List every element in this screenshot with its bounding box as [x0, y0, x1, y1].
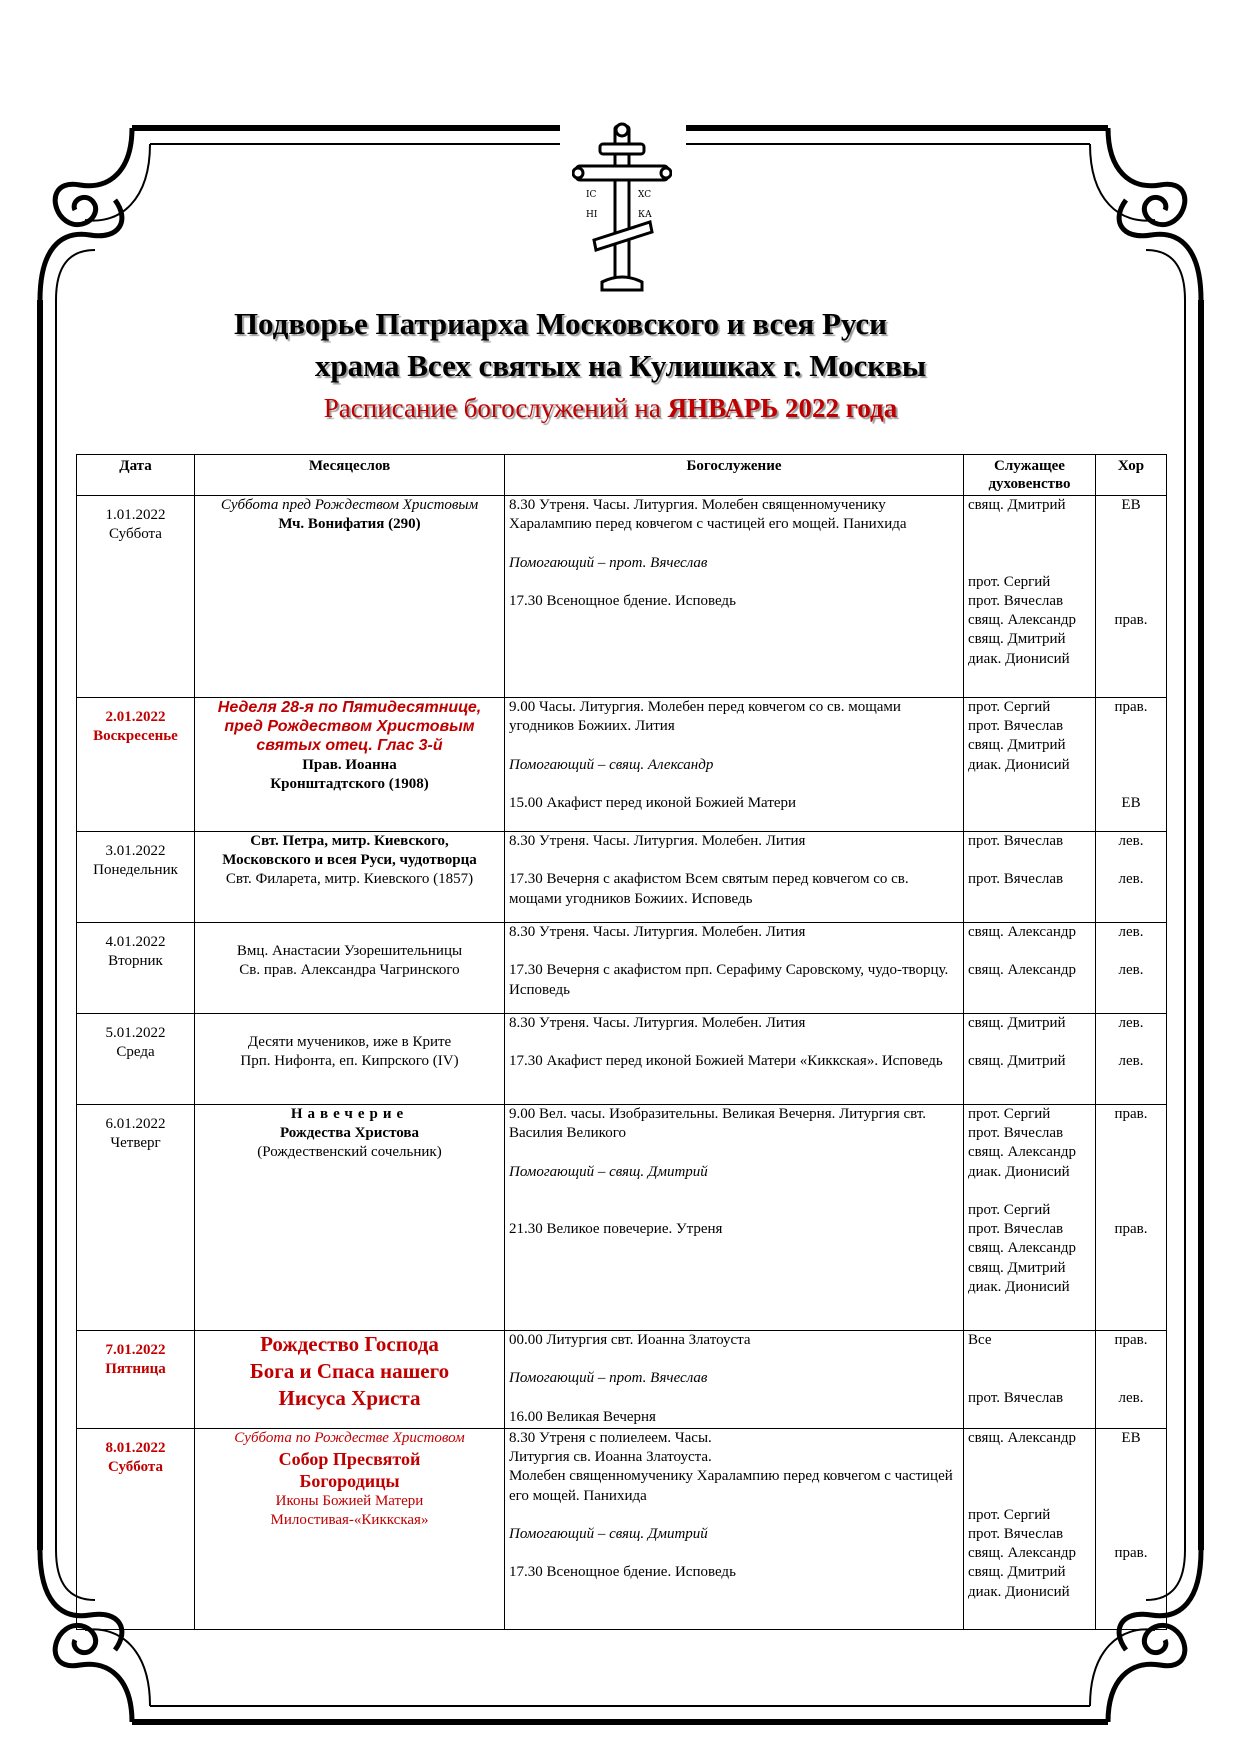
service-cell — [505, 832, 964, 923]
calendar-line — [199, 1014, 500, 1033]
clergy-cell — [964, 698, 1096, 832]
calendar-line: Иисуса Христа — [278, 1386, 421, 1410]
weekday-value: Суббота — [108, 1459, 163, 1476]
calendar-line: Собор Пресвятой — [278, 1449, 421, 1470]
choir-value — [1100, 1033, 1162, 1052]
schedule-title-prefix: Расписание богослужений на — [323, 393, 668, 423]
service-cell — [505, 698, 964, 832]
calendar-line: Навечерие — [290, 1106, 409, 1122]
clergy-name: диак. Дионисий — [968, 1163, 1070, 1180]
service-line: 17.30 Вечерня с акафистом прп. Серафиму Саровскому, чудо-творцу. Исповедь — [509, 962, 949, 998]
date-cell — [77, 1331, 195, 1429]
table-row — [77, 496, 1167, 698]
clergy-name: диак. Дионисий — [968, 650, 1070, 667]
choir-value: ЕВ — [1121, 794, 1141, 811]
clergy-name — [968, 1182, 1091, 1201]
choir-value — [1100, 1350, 1162, 1369]
service-line — [509, 573, 959, 592]
table-row — [77, 832, 1167, 923]
clergy-name: прот. Вячеслав — [968, 1221, 1064, 1238]
service-line — [509, 1143, 959, 1162]
calendar-line: Кронштадтского (1908) — [270, 775, 429, 792]
choir-value: прав. — [1114, 1332, 1148, 1348]
calendar-line: Рождества Христова — [280, 1125, 419, 1142]
clergy-cell — [964, 832, 1096, 923]
clergy-name: прот. Вячеслав — [968, 1389, 1064, 1406]
clergy-name: прот. Вячеслав — [968, 592, 1064, 609]
service-line: 8.30 Утреня. Часы. Литургия. Молебен. Лития — [509, 924, 806, 940]
service-cell — [505, 1014, 964, 1105]
choir-value: прав. — [1114, 1221, 1148, 1238]
clergy-name: свящ. Дмитрий — [968, 737, 1066, 754]
weekday-value: Вторник — [108, 953, 163, 970]
table-row — [77, 923, 1167, 1014]
clergy-name: прот. Сергий — [968, 1202, 1051, 1218]
choir-value: ЕВ — [1121, 1430, 1141, 1446]
clergy-name: свящ. Александр — [968, 924, 1077, 940]
choir-value: прав. — [1114, 699, 1148, 715]
calendar-line: Свт. Петра, митр. Киевского, — [250, 833, 449, 849]
choir-cell — [1096, 1105, 1167, 1331]
calendar-line: Суббота по Рождестве Христовом — [234, 1430, 465, 1446]
clergy-cell — [964, 1331, 1096, 1429]
service-line: 8.30 Утреня. Часы. Литургия. Молебен. Лития — [509, 1015, 806, 1031]
service-line: 21.30 Великое повечерие. Утреня — [509, 1221, 723, 1238]
service-cell — [505, 1105, 964, 1331]
table-row — [77, 1331, 1167, 1429]
clergy-name: прот. Сергий — [968, 573, 1051, 590]
choir-value: ЕВ — [1121, 497, 1141, 513]
service-cell — [505, 923, 964, 1014]
service-line: 00.00 Литургия свт. Иоанна Златоуста — [509, 1332, 751, 1348]
calendar-cell — [195, 496, 505, 698]
clergy-name: прот. Вячеслав — [968, 833, 1064, 849]
service-cell — [505, 1331, 964, 1429]
calendar-line — [199, 923, 500, 942]
clergy-name: прот. Сергий — [968, 1506, 1051, 1523]
clergy-name: диак. Дионисий — [968, 756, 1070, 773]
calendar-cell — [195, 698, 505, 832]
calendar-line: (Рождественский сочельник) — [257, 1144, 442, 1161]
cross-letter-ic: IC — [586, 190, 597, 200]
calendar-line: Вмц. Анастасии Узорешительницы — [236, 943, 463, 960]
service-line: 17.30 Всенощное бдение. Исповедь — [509, 1564, 736, 1581]
clergy-cell — [964, 496, 1096, 698]
calendar-cell — [195, 1331, 505, 1429]
choir-value: лев. — [1118, 962, 1144, 979]
clergy-name: свящ. Дмитрий — [968, 497, 1066, 513]
clergy-name — [968, 1033, 1091, 1052]
choir-cell — [1096, 1014, 1167, 1105]
col-header-clergy: Служащее духовенство — [964, 455, 1096, 496]
choir-value — [1100, 1143, 1162, 1162]
choir-value — [1100, 1124, 1162, 1143]
choir-value — [1100, 717, 1162, 736]
choir-value: лев. — [1118, 1015, 1144, 1031]
col-header-date: Дата — [77, 455, 195, 496]
calendar-line: Прп. Нифонта, еп. Кипрского (IV) — [240, 1053, 459, 1070]
choir-value — [1100, 756, 1162, 775]
clergy-name: прот. Сергий — [968, 699, 1051, 715]
clergy-name — [968, 1487, 1091, 1506]
service-line — [509, 736, 959, 755]
service-line — [509, 1201, 959, 1220]
choir-value — [1100, 1182, 1162, 1201]
date-cell — [77, 832, 195, 923]
date-value: 8.01.2022 — [105, 1440, 166, 1456]
choir-cell — [1096, 1429, 1167, 1630]
table-row — [77, 1014, 1167, 1105]
choir-value — [1100, 554, 1162, 573]
choir-value: прав. — [1114, 1545, 1148, 1562]
clergy-name — [968, 942, 1091, 961]
service-line — [509, 775, 959, 794]
choir-value — [1100, 1487, 1162, 1506]
calendar-line: Бога и Спаса нашего — [249, 1359, 450, 1383]
orthodox-cross-icon — [572, 122, 672, 294]
service-line: 17.30 Вечерня с акафистом Всем святым перед ковчегом со св. мощами угодников Божиих. Исповедь — [509, 871, 909, 907]
choir-cell — [1096, 698, 1167, 832]
choir-value — [1100, 1448, 1162, 1467]
service-line — [509, 1350, 959, 1369]
clergy-name: прот. Вячеслав — [968, 1525, 1064, 1542]
col-header-choir: Хор — [1096, 455, 1167, 496]
choir-value — [1100, 736, 1162, 755]
date-cell — [77, 1014, 195, 1105]
calendar-line: Десяти мучеников, иже в Крите — [247, 1034, 452, 1051]
calendar-cell — [195, 1014, 505, 1105]
date-cell — [77, 923, 195, 1014]
date-value: 3.01.2022 — [105, 843, 166, 859]
choir-cell — [1096, 1331, 1167, 1429]
schedule-title — [0, 393, 1231, 424]
service-line — [509, 851, 959, 870]
clergy-name: свящ. Александр — [968, 1144, 1077, 1161]
clergy-cell — [964, 1105, 1096, 1331]
choir-value — [1100, 1525, 1162, 1544]
choir-value — [1100, 1467, 1162, 1486]
choir-cell — [1096, 832, 1167, 923]
date-value: 4.01.2022 — [105, 934, 166, 950]
clergy-name: свящ. Дмитрий — [968, 1053, 1066, 1070]
service-line: 9.00 Вел. часы. Изобразительны. Великая Вечерня. Литургия свт. Василия Великого — [509, 1106, 927, 1142]
choir-value — [1100, 1201, 1162, 1220]
calendar-line: Прав. Иоанна — [302, 756, 397, 773]
choir-value — [1100, 1369, 1162, 1388]
calendar-line: Московского и всея Руси, чудотворца — [222, 852, 477, 869]
service-line — [509, 1389, 959, 1408]
service-line — [509, 1033, 959, 1052]
cross-letter-ka: КА — [638, 210, 652, 220]
clergy-name — [968, 1350, 1091, 1369]
calendar-line: Мч. Вонифатия (290) — [278, 516, 421, 533]
calendar-line: Св. прав. Александра Чагринского — [239, 962, 460, 979]
cross-letter-xc: XC — [638, 190, 652, 200]
date-value: 6.01.2022 — [105, 1116, 166, 1132]
choir-cell — [1096, 923, 1167, 1014]
choir-value: лев. — [1118, 1389, 1144, 1406]
service-line: 16.00 Великая Вечерня — [509, 1408, 656, 1425]
service-line: Молебен священномученику Харалампию перед ковчегом с частицей его мощей. Панихида — [509, 1468, 953, 1504]
table-row — [77, 1105, 1167, 1331]
clergy-name: свящ. Александр — [968, 1545, 1077, 1562]
col-header-calendar: Месяцеслов — [195, 455, 505, 496]
service-line: Помогающий – свящ. Александр — [509, 756, 714, 773]
calendar-line: Милостивая-«Киккская» — [270, 1512, 429, 1529]
date-cell — [77, 496, 195, 698]
clergy-name — [968, 851, 1091, 870]
choir-value — [1100, 534, 1162, 553]
calendar-line: Неделя 28-я по Пятидесятнице, — [217, 699, 482, 716]
choir-value — [1100, 592, 1162, 611]
choir-value: лев. — [1118, 924, 1144, 940]
service-line: 8.30 Утреня. Часы. Литургия. Молебен священномученику Харалампию перед ковчегом с частицей его мощей. Панихида — [509, 497, 907, 533]
service-line — [509, 1182, 959, 1201]
clergy-name: свящ. Александр — [968, 1430, 1077, 1446]
choir-value: прав. — [1114, 612, 1148, 629]
calendar-cell — [195, 1105, 505, 1331]
weekday-value: Воскресенье — [93, 728, 178, 745]
clergy-name: прот. Сергий — [968, 1106, 1051, 1122]
schedule-table — [76, 454, 1167, 1630]
weekday-value: Среда — [116, 1044, 155, 1061]
clergy-name — [968, 1467, 1091, 1486]
service-line: 9.00 Часы. Литургия. Молебен перед ковчегом со св. мощами угодников Божиих. Лития — [509, 699, 901, 735]
schedule-title-month: ЯНВАРЬ 2022 года — [667, 393, 898, 423]
weekday-value: Пятница — [105, 1361, 166, 1378]
service-line — [509, 534, 959, 553]
choir-value — [1100, 942, 1162, 961]
clergy-name: свящ. Дмитрий — [968, 1259, 1066, 1276]
service-line — [509, 1544, 959, 1563]
date-value: 7.01.2022 — [105, 1342, 166, 1358]
clergy-cell — [964, 1014, 1096, 1105]
table-row — [77, 1429, 1167, 1630]
choir-value — [1100, 573, 1162, 592]
service-line: 17.30 Акафист перед иконой Божией Матери «Киккская». Исповедь — [509, 1053, 943, 1070]
clergy-name: свящ. Александр — [968, 1240, 1077, 1257]
header-line-1: Подворье Патриарха Московского и всея Руси — [233, 306, 888, 341]
service-line: Литургия св. Иоанна Златоуста. — [509, 1449, 712, 1466]
choir-value: лев. — [1118, 1053, 1144, 1070]
service-cell — [505, 1429, 964, 1630]
cross-letter-ni: НI — [586, 210, 598, 220]
choir-value: лев. — [1118, 871, 1144, 888]
clergy-name: прот. Вячеслав — [968, 1125, 1064, 1142]
clergy-cell — [964, 923, 1096, 1014]
clergy-name: Все — [968, 1332, 992, 1348]
choir-value: прав. — [1114, 1106, 1148, 1122]
clergy-name — [968, 554, 1091, 573]
date-value: 5.01.2022 — [105, 1025, 166, 1041]
service-line: 15.00 Акафист перед иконой Божией Матери — [509, 794, 797, 811]
clergy-name — [968, 534, 1091, 553]
service-line: Помогающий – свящ. Дмитрий — [509, 1163, 708, 1180]
clergy-name: диак. Дионисий — [968, 1278, 1070, 1295]
col-header-service: Богослужение — [505, 455, 964, 496]
weekday-value: Суббота — [109, 526, 162, 543]
date-cell — [77, 1429, 195, 1630]
choir-value — [1100, 851, 1162, 870]
table-header-row — [77, 455, 1167, 496]
choir-value — [1100, 1163, 1162, 1182]
clergy-name — [968, 1448, 1091, 1467]
clergy-name: свящ. Дмитрий — [968, 1564, 1066, 1581]
table-row — [77, 698, 1167, 832]
choir-value — [1100, 515, 1162, 534]
clergy-name: свящ. Дмитрий — [968, 631, 1066, 648]
calendar-line: Суббота пред Рождеством Христовым — [220, 497, 479, 513]
service-line — [509, 942, 959, 961]
calendar-line: Свт. Филарета, митр. Киевского (1857) — [225, 871, 474, 888]
clergy-name: свящ. Александр — [968, 612, 1077, 629]
service-line: Помогающий – прот. Вячеслав — [509, 554, 708, 571]
service-line: 8.30 Утреня с полиелеем. Часы. — [509, 1430, 712, 1446]
date-value: 2.01.2022 — [105, 709, 166, 725]
clergy-name: прот. Вячеслав — [968, 871, 1064, 888]
choir-value: лев. — [1118, 833, 1144, 849]
choir-value — [1100, 1506, 1162, 1525]
calendar-line: Рождество Господа — [260, 1332, 439, 1356]
service-line: Помогающий – прот. Вячеслав — [509, 1370, 708, 1387]
date-cell — [77, 698, 195, 832]
calendar-line: Богородицы — [299, 1471, 400, 1492]
service-line: Помогающий – свящ. Дмитрий — [509, 1526, 708, 1542]
service-line: 17.30 Всенощное бдение. Исповедь — [509, 592, 736, 609]
weekday-value: Понедельник — [93, 862, 178, 879]
choir-value — [1100, 775, 1162, 794]
calendar-cell — [195, 832, 505, 923]
clergy-name: свящ. Александр — [968, 962, 1077, 979]
calendar-cell — [195, 923, 505, 1014]
clergy-name: диак. Дионисий — [968, 1583, 1070, 1600]
service-line: 8.30 Утреня. Часы. Литургия. Молебен. Лития — [509, 833, 806, 849]
clergy-name — [968, 515, 1091, 534]
date-cell — [77, 1105, 195, 1331]
calendar-line: святых отец. Глас 3-й — [256, 737, 443, 755]
choir-cell — [1096, 496, 1167, 698]
service-cell — [505, 496, 964, 698]
clergy-name: свящ. Дмитрий — [968, 1015, 1066, 1031]
calendar-line: Иконы Божией Матери — [275, 1493, 424, 1510]
weekday-value: Четверг — [110, 1135, 161, 1152]
calendar-line: пред Рождеством Христовым — [224, 718, 475, 736]
service-line — [509, 1506, 959, 1525]
header-line-2: храма Всех святых на Кулишках г. Москвы — [314, 348, 927, 383]
clergy-name — [968, 1369, 1091, 1388]
date-value: 1.01.2022 — [105, 507, 166, 523]
clergy-name: прот. Вячеслав — [968, 718, 1064, 735]
clergy-cell — [964, 1429, 1096, 1630]
calendar-cell — [195, 1429, 505, 1630]
